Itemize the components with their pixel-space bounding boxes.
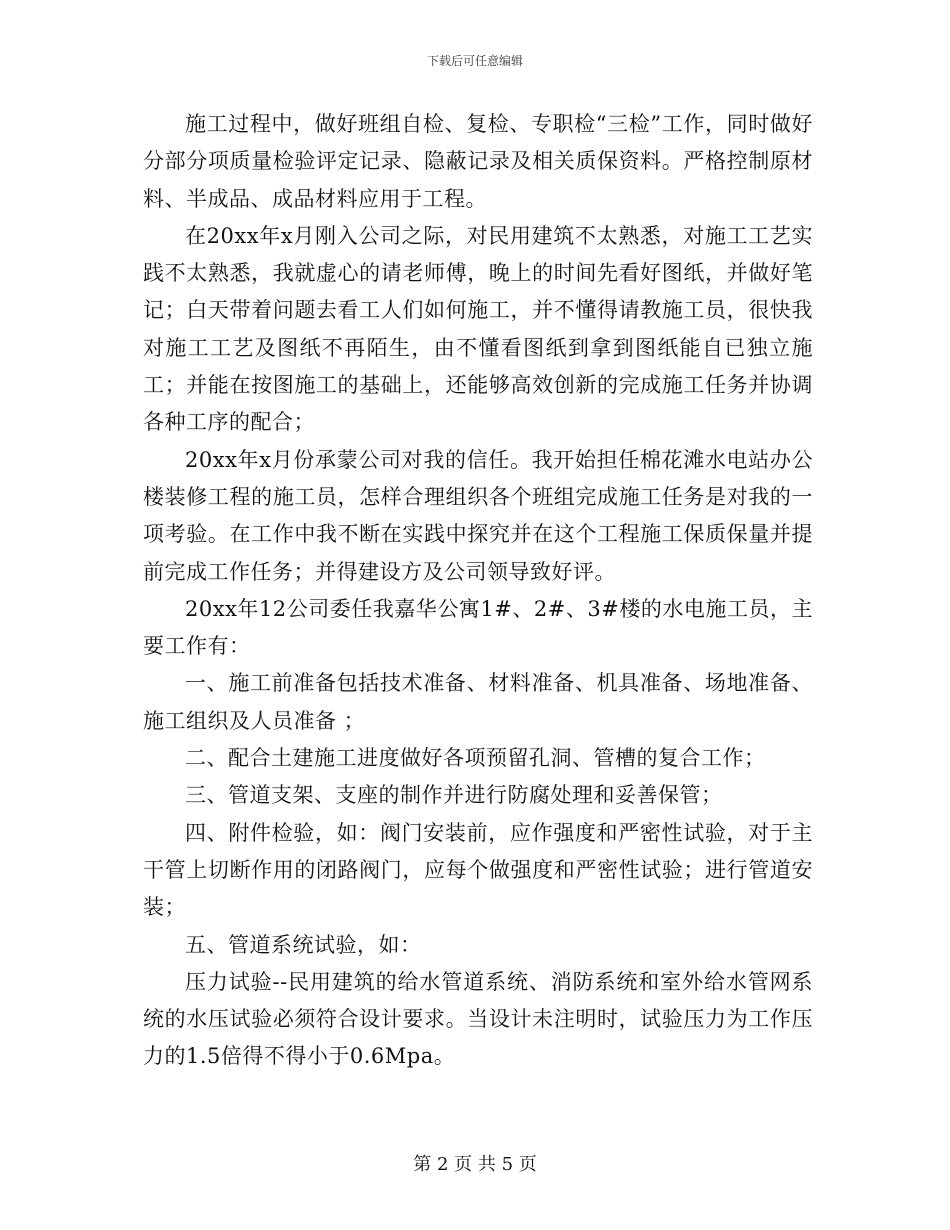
list-item-inspection: 四、附件检验，如：阀门安装前，应作强度和严密性试验，对于主干管上切断作用的闭路阀门，应每个做强度和严密性试验；进行管道安装；	[143, 820, 813, 920]
page-header: 下载后可任意编辑	[426, 54, 523, 68]
paragraph-apartment-assignment: 20xx年12公司委任我嘉华公寓1#、2#、3#楼的水电施工员，主要工作有：	[143, 596, 813, 659]
list-item-preparation: 一、施工前准备包括技术准备、材料准备、机具准备、场地准备、施工组织及人员准备 ；	[143, 671, 813, 733]
paragraph-joining-company: 在20xx年x月刚入公司之际，对民用建筑不太熟悉，对施工工艺实践不太熟悉，我就虚心的请老师傅，晚上的时间先看好图纸，并做好笔记；白天带着问题去看工人们如何施工，并不懂得请教施工员，很快我对施工工艺及图纸不再陌生，由不懂看图纸到拿到图纸能自已独立施工；并能在按图施工的基础上，还能够高效创新的完成施工任务并协调各种工序的配合；	[143, 223, 813, 435]
paragraph-office-renovation: 20xx年x月份承蒙公司对我的信任。我开始担任棉花滩水电站办公楼装修工程的施工员，怎样合理组织各个班组完成施工任务是对我的一项考验。在工作中我不断在实践中探究并在这个工程施工保质保量并提前完成工作任务；并得建设方及公司领导致好评。	[143, 447, 813, 584]
paragraph-pressure-test: 压力试验--民用建筑的给水管道系统、消防系统和室外给水管网系统的水压试验必须符合设计要求。当设计未注明时，试验压力为工作压力的1.5倍得不得小于0.6Mpa。	[143, 969, 813, 1069]
list-item-coordination: 二、配合土建施工进度做好各项预留孔洞、管槽的复合工作；	[185, 746, 766, 771]
document-body	[143, 106, 813, 1076]
page-number: 第 2 页 共 5 页	[413, 1154, 537, 1175]
paragraph-quality-checks: 施工过程中，做好班组自检、复检、专职检“三检”工作，同时做好分部分项质量检验评定记录、隐蔽记录及相关质保资料。严格控制原材料、半成品、成品材料应用于工程。	[143, 112, 813, 211]
list-item-supports: 三、管道支架、支座的制作并进行防腐处理和妥善保管；	[185, 783, 723, 808]
list-item-system-test: 五、管道系统试验，如：	[185, 932, 422, 957]
